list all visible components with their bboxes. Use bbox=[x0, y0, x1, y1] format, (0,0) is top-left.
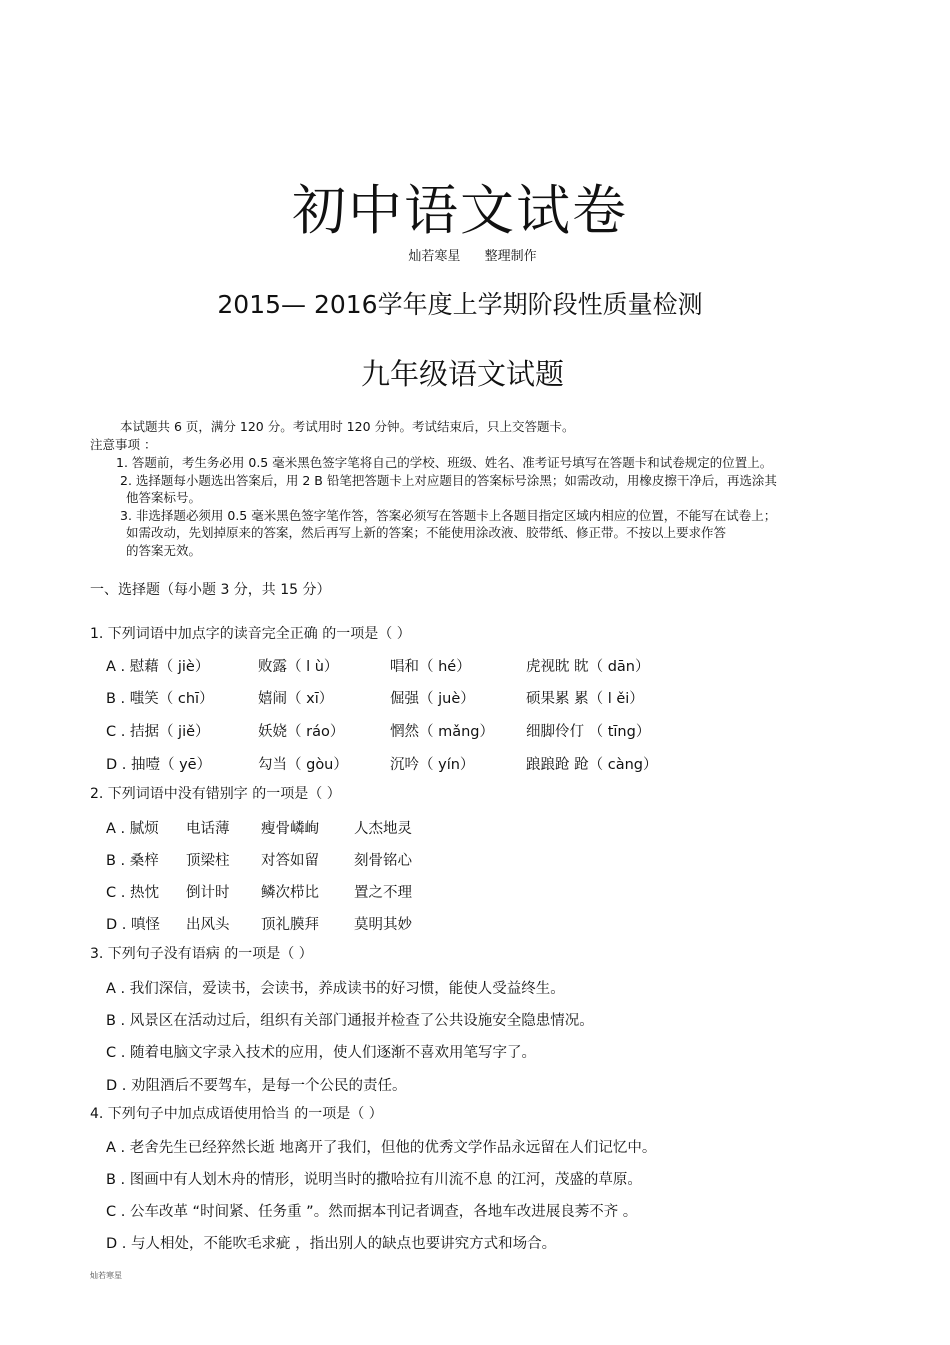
q1-c-2: 妖娆（ ráo） bbox=[258, 724, 345, 740]
q2-d-3: 顶礼膜拜 bbox=[261, 917, 319, 933]
q1-a-4: 虎视眈 眈（ dān） bbox=[526, 659, 650, 675]
notes-item-2: 2. 选择题每小题选出答案后，用 2 B 铅笔把答题卡上对应题目的答案标号涂黑；如需改动，用橡皮擦干净后，再选涂其 bbox=[120, 473, 777, 488]
q2-a-4: 人杰地灵 bbox=[354, 821, 412, 837]
q2-b-1: B . 桑梓 bbox=[106, 853, 159, 869]
author-role: 整理制作 bbox=[484, 249, 537, 264]
q2-c-3: 鳞次栉比 bbox=[261, 885, 319, 901]
q1-d-1: D . 抽噎（ yē） bbox=[106, 757, 212, 773]
section-heading: 一、选择题（每小题 3 分，共 15 分） bbox=[90, 582, 331, 598]
question-2-stem: 2. 下列词语中没有错别字 的一项是（ ） bbox=[90, 786, 341, 802]
q1-d-3: 沉吟（ yín） bbox=[390, 757, 475, 773]
q4-option-b: B . 图画中有人划木舟的情形，说明当时的撒哈拉有川流不息 的江河，茂盛的草原。 bbox=[106, 1172, 642, 1188]
question-3-stem: 3. 下列句子没有语病 的一项是（ ） bbox=[90, 946, 313, 962]
q1-b-1: B . 嗤笑（ chī） bbox=[106, 691, 214, 707]
q2-c-1: C . 热忱 bbox=[106, 885, 159, 901]
q2-b-3: 对答如留 bbox=[261, 853, 319, 869]
notes-intro: 本试题共 6 页，满分 120 分。考试用时 120 分钟。考试结束后，只上交答题卡。 bbox=[120, 419, 575, 434]
q2-c-2: 倒计时 bbox=[186, 885, 230, 901]
notes-item-3-end: 的答案无效。 bbox=[126, 543, 202, 558]
q1-a-2: 败露（ l ù） bbox=[258, 659, 339, 675]
q1-d-2: 勾当（ gòu） bbox=[258, 757, 348, 773]
q2-b-2: 顶梁柱 bbox=[186, 853, 230, 869]
notes-item-3-cont: 如需改动，先划掉原来的答案，然后再写上新的答案；不能使用涂改液、胶带纸、修正带。不按以上要求作答 bbox=[126, 525, 727, 540]
q4-option-a: A . 老舍先生已经猝然长逝 地离开了我们，但他的优秀文学作品永远留在人们记忆中。 bbox=[106, 1140, 657, 1156]
q2-d-1: D . 嗔怪 bbox=[106, 917, 160, 933]
q3-option-d: D . 劝阻酒后不要驾车，是每一个公民的责任。 bbox=[106, 1078, 407, 1094]
q4-option-c: C . 公车改革 “时间紧、任务重 ”。然而据本刊记者调查，各地车改进展良莠不齐 。 bbox=[106, 1204, 638, 1220]
exam-title: 2015— 2016学年度上学期阶段性质量检测 bbox=[217, 290, 703, 319]
q1-c-3: 惘然（ mǎng） bbox=[390, 724, 495, 740]
notes-item-3: 3. 非选择题必须用 0.5 毫米黑色签字笔作答，答案必须写在答题卡上各题目指定区域内相应的位置，不能写在试卷上； bbox=[120, 508, 777, 523]
q1-a-3: 唱和（ hé） bbox=[390, 659, 471, 675]
notes-item-1: 1. 答题前，考生务必用 0.5 毫米黑色签字笔将自己的学校、班级、姓名、准考证号填写在答题卡和试卷规定的位置上。 bbox=[116, 455, 773, 470]
page-footer: 灿若寒星 bbox=[90, 1271, 122, 1280]
q1-b-4: 硕果累 累（ l ěi） bbox=[526, 691, 644, 707]
q2-a-1: A . 腻烦 bbox=[106, 821, 159, 837]
q3-option-a: A . 我们深信，爱读书，会读书，养成读书的好习惯，能使人受益终生。 bbox=[106, 981, 565, 997]
q3-option-c: C . 随着电脑文字录入技术的应用，使人们逐渐不喜欢用笔写字了。 bbox=[106, 1045, 536, 1061]
q1-b-3: 倔强（ juè） bbox=[390, 691, 475, 707]
subject-title: 九年级语文试题 bbox=[360, 357, 564, 391]
notes-heading: 注意事项 ： bbox=[90, 437, 157, 452]
q2-a-3: 瘦骨嶙峋 bbox=[261, 821, 319, 837]
q2-d-2: 出风头 bbox=[186, 917, 230, 933]
notes-item-2-cont: 他答案标号。 bbox=[126, 490, 202, 505]
q3-option-b: B . 风景区在活动过后，组织有关部门通报并检查了公共设施安全隐患情况。 bbox=[106, 1013, 594, 1029]
question-1-stem: 1. 下列词语中加点字的读音完全正确 的一项是（ ） bbox=[90, 626, 411, 642]
author-line bbox=[0, 245, 945, 264]
q1-b-2: 嬉闹（ xī） bbox=[258, 691, 334, 707]
q2-b-4: 刻骨铭心 bbox=[354, 853, 412, 869]
page-title: 初中语文试卷 bbox=[292, 179, 628, 242]
q2-a-2: 电话薄 bbox=[186, 821, 230, 837]
q1-d-4: 踉踉跄 跄（ càng） bbox=[526, 757, 658, 773]
q1-c-1: C . 拮据（ jiě） bbox=[106, 724, 210, 740]
q1-a-1: A . 慰藉（ jiè） bbox=[106, 659, 210, 675]
question-4-stem: 4. 下列句子中加点成语使用恰当 的一项是（ ） bbox=[90, 1106, 383, 1122]
q1-c-4: 细脚伶仃 （ tīng） bbox=[526, 724, 651, 740]
q2-d-4: 莫明其妙 bbox=[354, 917, 412, 933]
author-name: 灿若寒星 bbox=[408, 249, 461, 264]
q2-c-4: 置之不理 bbox=[354, 885, 412, 901]
q4-option-d: D . 与人相处，不能吹毛求疵 ，指出别人的缺点也要讲究方式和场合。 bbox=[106, 1236, 557, 1252]
